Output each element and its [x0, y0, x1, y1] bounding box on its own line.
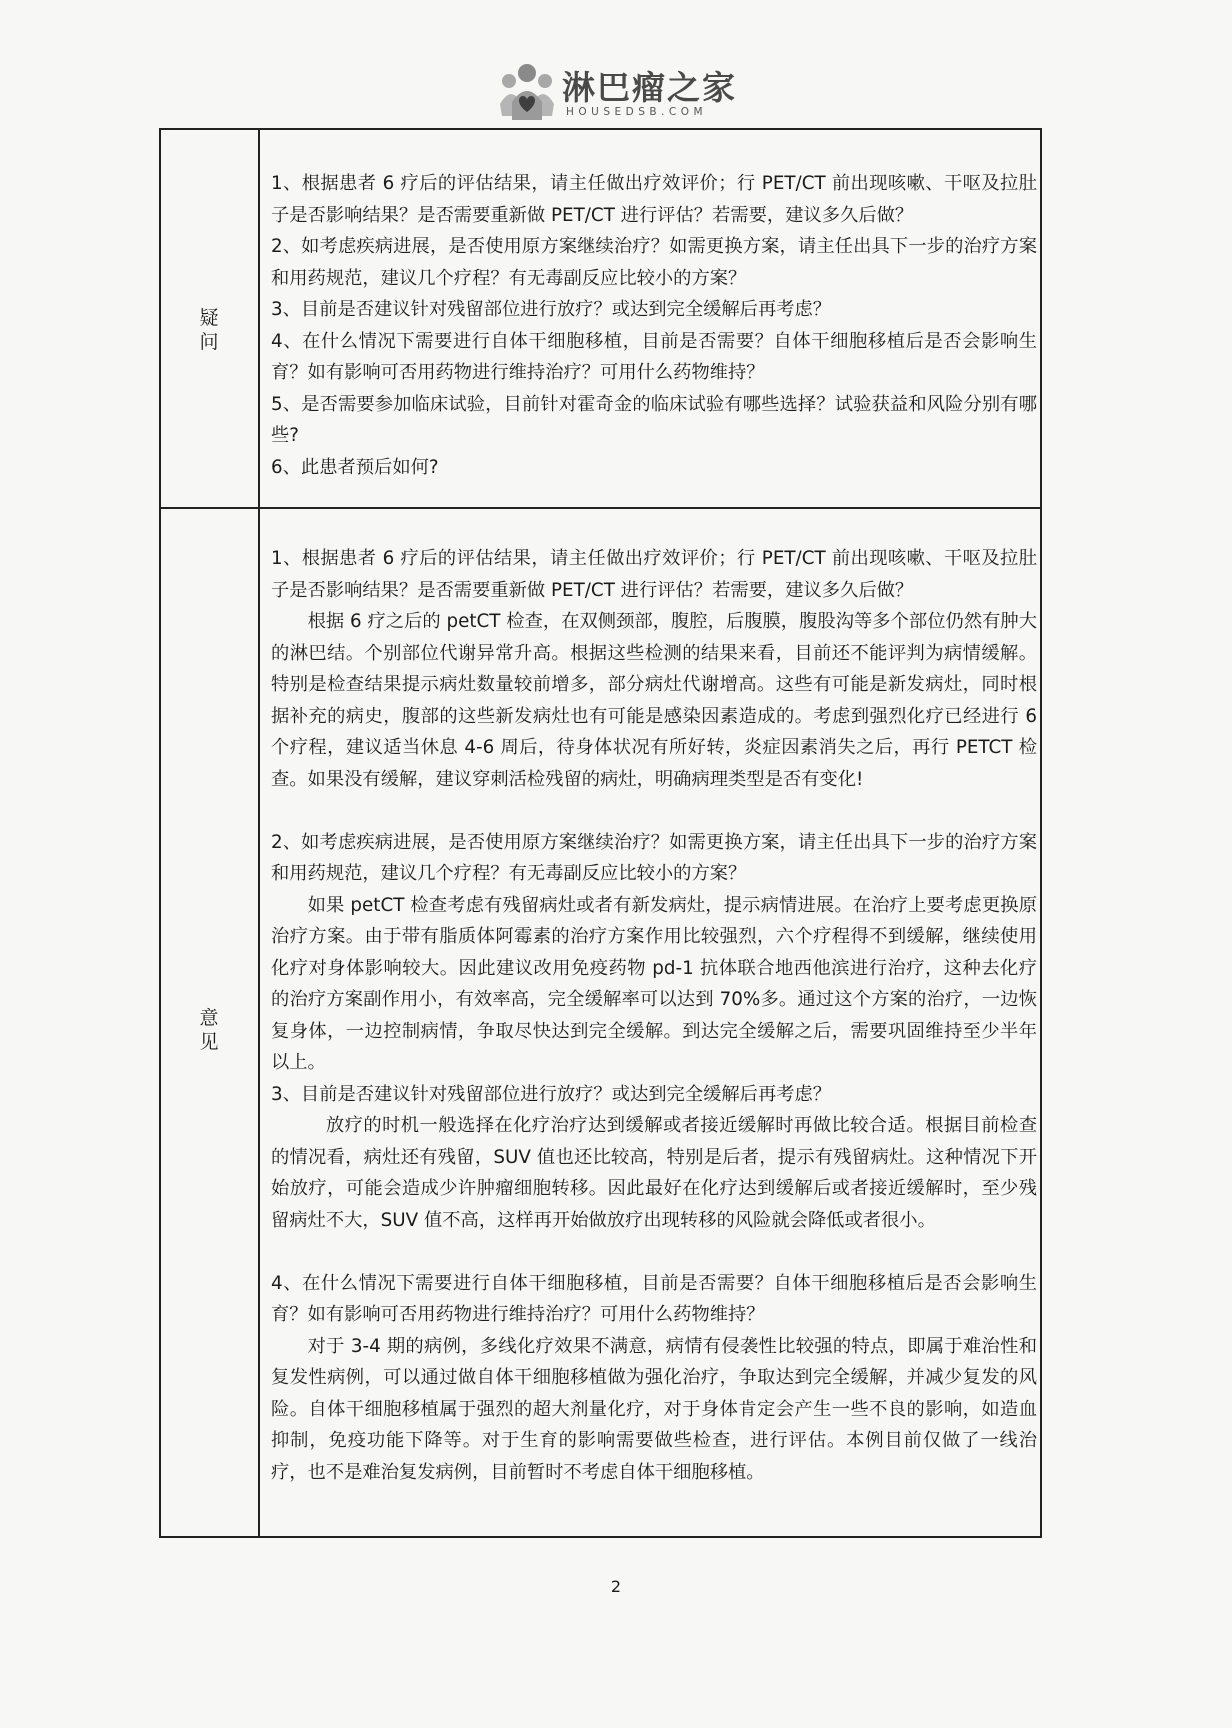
table-column-divider: [258, 130, 260, 1536]
table-border-left: [159, 130, 161, 1536]
opinion-2-answer: 如果 petCT 检查考虑有残留病灶或者有新发病灶，提示病情进展。在治疗上要考虑更换原治疗方案。由于带有脂质体阿霉素的治疗方案作用比较强烈，六个疗程得不到缓解，继续使用化疗对身体影响较大。因此建议改用免疫药物 pd-1 抗体联合地西他滨进行治疗，这种去化疗的治疗方案副作用小，有效率高，完全缓解率可以达到 70%多。通过这个方案的治疗，一边恢复身体，一边控制病情，争取尽快达到完全缓解。到达完全缓解之后，需要巩固维持至少半年以上。: [271, 894, 1037, 1073]
question-4: 4、在什么情况下需要进行自体干细胞移植，目前是否需要？自体干细胞移植后是否会影响生育？如有影响可否用药物进行维持治疗？可用什么药物维持？: [271, 330, 1037, 383]
label-char: 问: [199, 331, 219, 353]
opinion-3-question: 3、目前是否建议针对残留部位进行放疗？或达到完全缓解后再考虑？: [271, 1083, 832, 1105]
questions-row-label: [189, 306, 229, 354]
label-char: 疑: [199, 307, 219, 329]
logo-brand-name: 淋巴瘤之家: [562, 68, 737, 107]
label-char: 见: [199, 1031, 219, 1053]
site-logo: [496, 58, 746, 128]
logo-site-domain: HOUSEDSB.COM: [566, 106, 708, 118]
question-6: 6、此患者预后如何?: [271, 456, 439, 478]
page-number: 2: [610, 1577, 622, 1596]
question-5: 5、是否需要参加临床试验，目前针对霍奇金的临床试验有哪些选择？试验获益和风险分别有哪些?: [271, 393, 1037, 446]
question-3: 3、目前是否建议针对残留部位进行放疗？或达到完全缓解后再考虑？: [271, 299, 832, 320]
table-row-divider: [159, 507, 1042, 509]
questions-cell: [271, 168, 1037, 483]
opinion-1-answer: 根据 6 疗之后的 petCT 检查，在双侧颈部，腹腔，后腹膜，腹股沟等多个部位仍然有肿大的淋巴结。个别部位代谢异常升高。根据这些检测的结果来看，目前还不能评判为病情缓解。特别是检查结果提示病灶数量较前增多，部分病灶代谢增高。这些有可能是新发病灶，同时根据补充的病史，腹部的这些新发病灶也有可能是感染因素造成的。考虑到强烈化疗已经进行 6 个疗程，建议适当休息 4-6 周后，待身体状况有所好转，炎症因素消失之后，再行 PETCT 检查。如果没有缓解，建议穿刺活检残留的病灶，明确病理类型是否有变化!: [271, 611, 1037, 790]
opinion-2-question: 2、如考虑疾病进展，是否使用原方案继续治疗？如需更换方案，请主任出具下一步的治疗方案和用药规范，建议几个疗程？有无毒副反应比较小的方案？: [271, 831, 1037, 884]
paragraph-spacer: [271, 1236, 1037, 1268]
opinions-cell: [271, 543, 1037, 1488]
lymphoma-home-logo-icon: [496, 60, 558, 122]
question-1: 1、根据患者 6 疗后的评估结果，请主任做出疗效评价；行 PET/CT 前出现咳嗽、干呕及拉肚子是否影响结果？是否需要重新做 PET/CT 进行评估？若需要，建议多久后做？: [271, 173, 1037, 226]
consultation-table: [159, 128, 1042, 1538]
paragraph-spacer: [271, 795, 1037, 827]
question-2: 2、如考虑疾病进展，是否使用原方案继续治疗？如需更换方案，请主任出具下一步的治疗方案和用药规范，建议几个疗程？有无毒副反应比较小的方案？: [271, 236, 1037, 289]
table-border-right: [1040, 130, 1042, 1536]
opinion-4-question: 4、在什么情况下需要进行自体干细胞移植，目前是否需要？自体干细胞移植后是否会影响生育？如有影响可否用药物进行维持治疗？可用什么药物维持？: [271, 1272, 1037, 1325]
opinion-3-answer: 放疗的时机一般选择在化疗治疗达到缓解或者接近缓解时再做比较合适。根据目前检查的情况看，病灶还有残留，SUV 值也还比较高，特别是后者，提示有残留病灶。这种情况下开始放疗，可能会造成少许肿瘤细胞转移。因此最好在化疗达到缓解后或者接近缓解时，至少残留病灶不大，SUV 值不高，这样再开始做放疗出现转移的风险就会降低或者很小。: [271, 1115, 1037, 1231]
opinion-4-answer: 对于 3-4 期的病例，多线化疗效果不满意，病情有侵袭性比较强的特点，即属于难治性和复发性病例，可以通过做自体干细胞移植做为强化治疗，争取达到完全缓解，并减少复发的风险。自体干细胞移植属于强烈的超大剂量化疗，对于身体肯定会产生一些不良的影响，如造血抑制，免疫功能下降等。对于生育的影响需要做些检查，进行评估。本例目前仅做了一线治疗，也不是难治复发病例，目前暂时不考虑自体干细胞移植。: [271, 1335, 1037, 1483]
opinion-1-question: 1、根据患者 6 疗后的评估结果，请主任做出疗效评价；行 PET/CT 前出现咳嗽、干呕及拉肚子是否影响结果？是否需要重新做 PET/CT 进行评估？若需要，建议多久后做？: [271, 548, 1037, 601]
label-char: 意: [199, 1007, 219, 1029]
opinions-row-label: [189, 1006, 229, 1054]
